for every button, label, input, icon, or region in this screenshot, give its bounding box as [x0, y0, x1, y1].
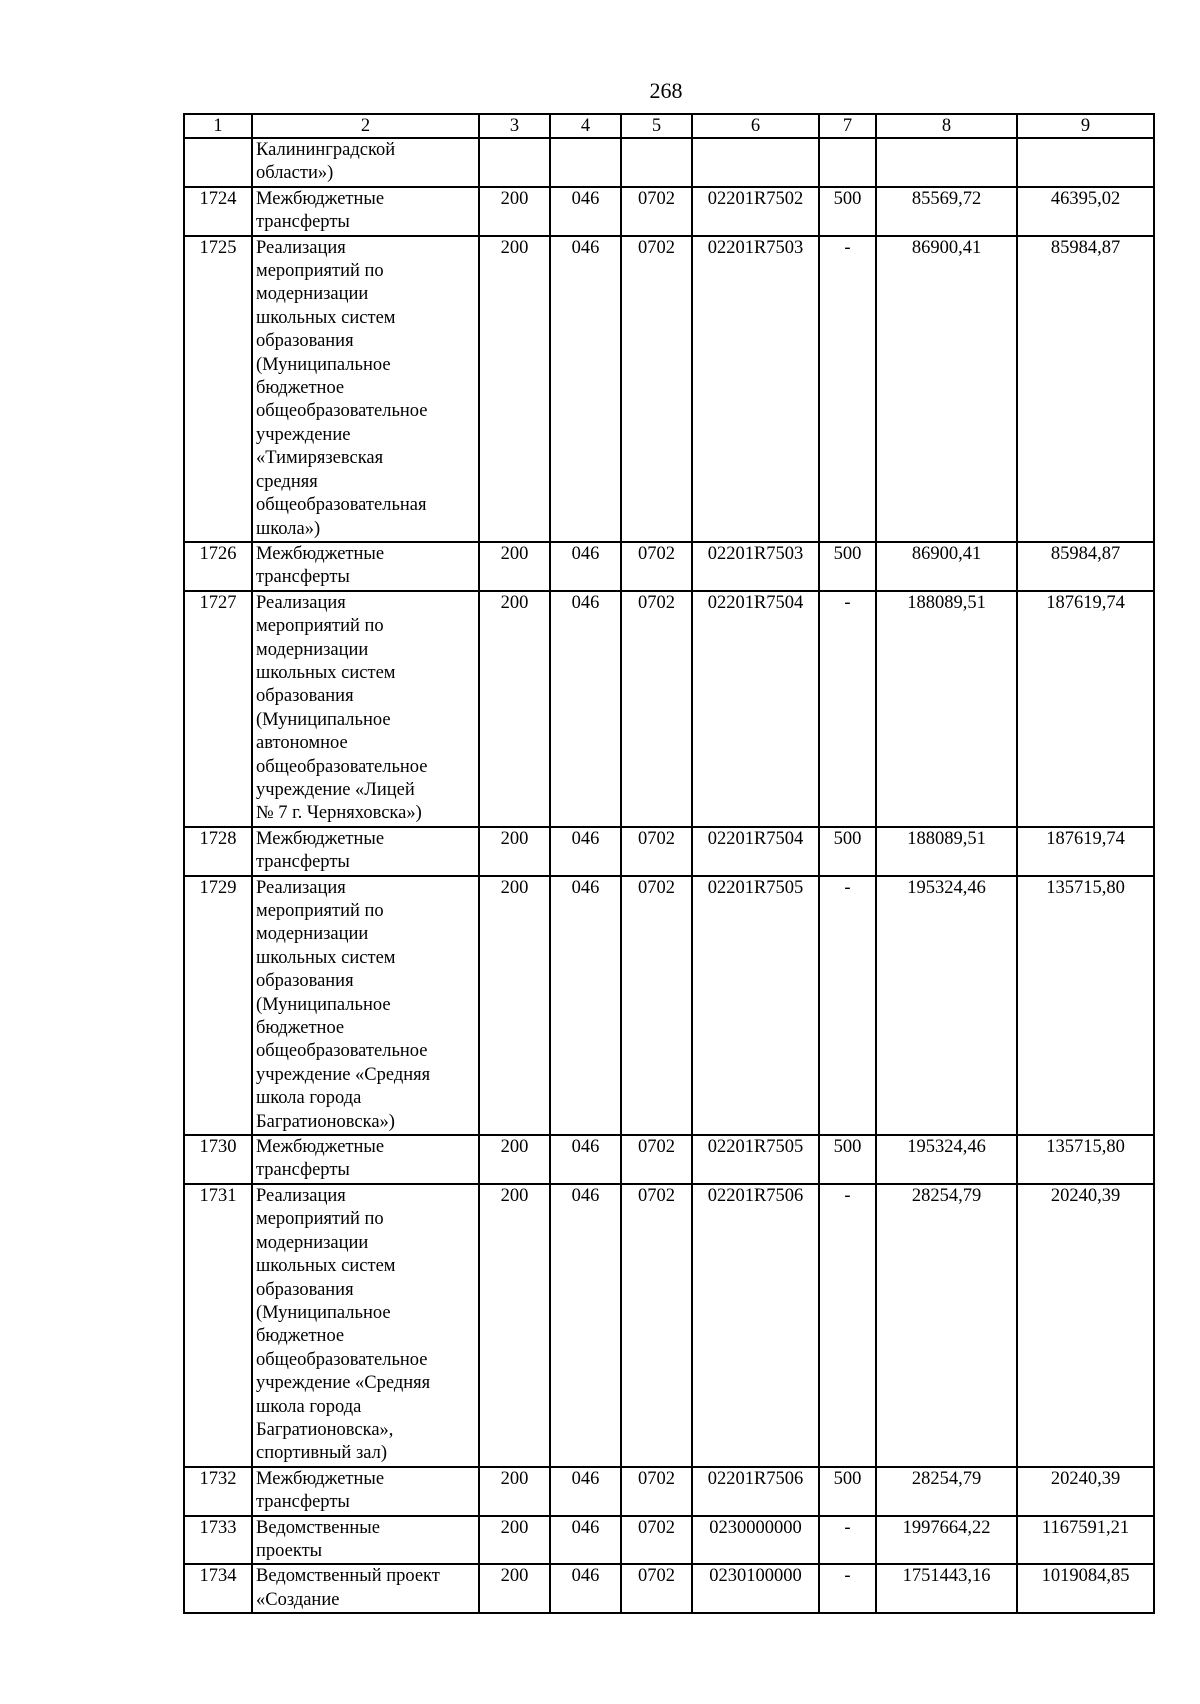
table-row	[184, 827, 1154, 876]
section-code-cell: 200	[479, 1564, 550, 1613]
table-row	[184, 1516, 1154, 1565]
subsection-code-cell: 0702	[621, 236, 692, 542]
column-number-3: 3	[479, 114, 550, 138]
expense-type-cell: 500	[819, 187, 876, 236]
expense-type-cell: -	[819, 1564, 876, 1613]
amount-col9-cell: 135715,80	[1017, 1135, 1154, 1184]
table-row	[184, 138, 1154, 187]
subsection-code-cell: 0702	[621, 187, 692, 236]
table-row	[184, 1467, 1154, 1516]
expense-type-cell: 500	[819, 1135, 876, 1184]
expense-type-cell: 500	[819, 1467, 876, 1516]
row-number-cell: 1729	[184, 876, 252, 1135]
row-name-cell: Межбюджетные трансферты	[252, 1135, 479, 1184]
table-row	[184, 1135, 1154, 1184]
row-name-cell: Межбюджетные трансферты	[252, 1467, 479, 1516]
amount-col9-cell: 187619,74	[1017, 591, 1154, 827]
amount-col8-cell: 85569,72	[876, 187, 1017, 236]
ministry-code-cell: 046	[550, 1184, 621, 1467]
page-number: 268	[649, 78, 683, 103]
ministry-code-cell: 046	[550, 236, 621, 542]
row-name-cell: Реализация мероприятий по модернизации школьных систем образования (Муниципальное бюджетное общеобразовательное учреждение «Средняя школа города Багратионовска»)	[252, 876, 479, 1135]
row-number-cell: 1734	[184, 1564, 252, 1613]
section-code-cell: 200	[479, 876, 550, 1135]
section-code-cell: 200	[479, 827, 550, 876]
target-article-cell: 02201R7504	[692, 591, 819, 827]
column-number-8: 8	[876, 114, 1017, 138]
ministry-code-cell: 046	[550, 876, 621, 1135]
subsection-code-cell: 0702	[621, 876, 692, 1135]
expense-type-cell: -	[819, 876, 876, 1135]
table-body	[184, 114, 1154, 1613]
amount-col8-cell: 195324,46	[876, 1135, 1017, 1184]
column-number-1: 1	[184, 114, 252, 138]
ministry-code-cell: 046	[550, 542, 621, 591]
amount-col8-cell: 28254,79	[876, 1467, 1017, 1516]
amount-col8-cell: 28254,79	[876, 1184, 1017, 1467]
ministry-code-cell: 046	[550, 827, 621, 876]
subsection-code-cell: 0702	[621, 1184, 692, 1467]
row-name-cell: Ведомственный проект «Создание	[252, 1564, 479, 1613]
column-number-4: 4	[550, 114, 621, 138]
amount-col9-cell: 135715,80	[1017, 876, 1154, 1135]
subsection-code-cell: 0702	[621, 542, 692, 591]
column-number-7: 7	[819, 114, 876, 138]
section-code-cell: 200	[479, 542, 550, 591]
expense-type-cell: -	[819, 591, 876, 827]
ministry-code-cell: 046	[550, 1516, 621, 1565]
amount-col9-cell: 85984,87	[1017, 542, 1154, 591]
amount-col8-cell: 195324,46	[876, 876, 1017, 1135]
row-name-cell: Реализация мероприятий по модернизации школьных систем образования (Муниципальное автономное общеобразовательное учреждение «Лицей № 7 г. Черняховска»)	[252, 591, 479, 827]
amount-col8-cell: 86900,41	[876, 542, 1017, 591]
row-name-cell: Калининградской области»)	[252, 138, 479, 187]
amount-col8-cell: 1751443,16	[876, 1564, 1017, 1613]
column-number-row	[184, 114, 1154, 138]
amount-col9-cell: 20240,39	[1017, 1184, 1154, 1467]
section-code-cell: 200	[479, 1135, 550, 1184]
section-code-cell: 200	[479, 236, 550, 542]
amount-col8-cell: 1997664,22	[876, 1516, 1017, 1565]
amount-col9-cell: 46395,02	[1017, 187, 1154, 236]
amount-col8-cell	[876, 138, 1017, 187]
section-code-cell: 200	[479, 1184, 550, 1467]
expense-type-cell: 500	[819, 542, 876, 591]
row-number-cell: 1727	[184, 591, 252, 827]
expense-type-cell	[819, 138, 876, 187]
table-row	[184, 591, 1154, 827]
row-number-cell: 1731	[184, 1184, 252, 1467]
row-name-cell: Межбюджетные трансферты	[252, 542, 479, 591]
subsection-code-cell	[621, 138, 692, 187]
column-number-6: 6	[692, 114, 819, 138]
amount-col9-cell: 187619,74	[1017, 827, 1154, 876]
section-code-cell: 200	[479, 1467, 550, 1516]
amount-col9-cell: 85984,87	[1017, 236, 1154, 542]
target-article-cell: 02201R7502	[692, 187, 819, 236]
expense-type-cell: -	[819, 236, 876, 542]
table-row	[184, 236, 1154, 542]
row-number-cell: 1724	[184, 187, 252, 236]
amount-col8-cell: 188089,51	[876, 827, 1017, 876]
row-name-cell: Реализация мероприятий по модернизации школьных систем образования (Муниципальное бюджетное общеобразовательное учреждение «Средняя школа города Багратионовска», спортивный зал)	[252, 1184, 479, 1467]
amount-col9-cell: 1019084,85	[1017, 1564, 1154, 1613]
amount-col9-cell: 20240,39	[1017, 1467, 1154, 1516]
table-row	[184, 1184, 1154, 1467]
table-row	[184, 1564, 1154, 1613]
row-number-cell	[184, 138, 252, 187]
target-article-cell	[692, 138, 819, 187]
subsection-code-cell: 0702	[621, 1135, 692, 1184]
table-row	[184, 187, 1154, 236]
target-article-cell: 02201R7506	[692, 1467, 819, 1516]
target-article-cell: 02201R7503	[692, 542, 819, 591]
table-row	[184, 876, 1154, 1135]
target-article-cell: 02201R7503	[692, 236, 819, 542]
expense-type-cell: -	[819, 1516, 876, 1565]
ministry-code-cell: 046	[550, 1135, 621, 1184]
target-article-cell: 0230000000	[692, 1516, 819, 1565]
ministry-code-cell: 046	[550, 187, 621, 236]
target-article-cell: 02201R7504	[692, 827, 819, 876]
amount-col9-cell	[1017, 138, 1154, 187]
section-code-cell: 200	[479, 1516, 550, 1565]
column-number-9: 9	[1017, 114, 1154, 138]
row-number-cell: 1733	[184, 1516, 252, 1565]
budget-table	[183, 113, 1155, 1614]
row-number-cell: 1725	[184, 236, 252, 542]
subsection-code-cell: 0702	[621, 1564, 692, 1613]
ministry-code-cell: 046	[550, 1564, 621, 1613]
subsection-code-cell: 0702	[621, 591, 692, 827]
row-name-cell: Межбюджетные трансферты	[252, 187, 479, 236]
target-article-cell: 0230100000	[692, 1564, 819, 1613]
row-number-cell: 1728	[184, 827, 252, 876]
row-name-cell: Ведомственные проекты	[252, 1516, 479, 1565]
column-number-2: 2	[252, 114, 479, 138]
amount-col9-cell: 1167591,21	[1017, 1516, 1154, 1565]
section-code-cell	[479, 138, 550, 187]
table-row	[184, 542, 1154, 591]
amount-col8-cell: 188089,51	[876, 591, 1017, 827]
section-code-cell: 200	[479, 187, 550, 236]
amount-col8-cell: 86900,41	[876, 236, 1017, 542]
row-number-cell: 1732	[184, 1467, 252, 1516]
ministry-code-cell: 046	[550, 1467, 621, 1516]
ministry-code-cell: 046	[550, 591, 621, 827]
expense-type-cell: 500	[819, 827, 876, 876]
row-number-cell: 1726	[184, 542, 252, 591]
subsection-code-cell: 0702	[621, 1467, 692, 1516]
target-article-cell: 02201R7506	[692, 1184, 819, 1467]
row-name-cell: Межбюджетные трансферты	[252, 827, 479, 876]
expense-type-cell: -	[819, 1184, 876, 1467]
target-article-cell: 02201R7505	[692, 876, 819, 1135]
ministry-code-cell	[550, 138, 621, 187]
row-number-cell: 1730	[184, 1135, 252, 1184]
target-article-cell: 02201R7505	[692, 1135, 819, 1184]
row-name-cell: Реализация мероприятий по модернизации школьных систем образования (Муниципальное бюджетное общеобразовательное учреждение «Тимирязевская средняя общеобразовательная школа»)	[252, 236, 479, 542]
column-number-5: 5	[621, 114, 692, 138]
section-code-cell: 200	[479, 591, 550, 827]
subsection-code-cell: 0702	[621, 1516, 692, 1565]
subsection-code-cell: 0702	[621, 827, 692, 876]
